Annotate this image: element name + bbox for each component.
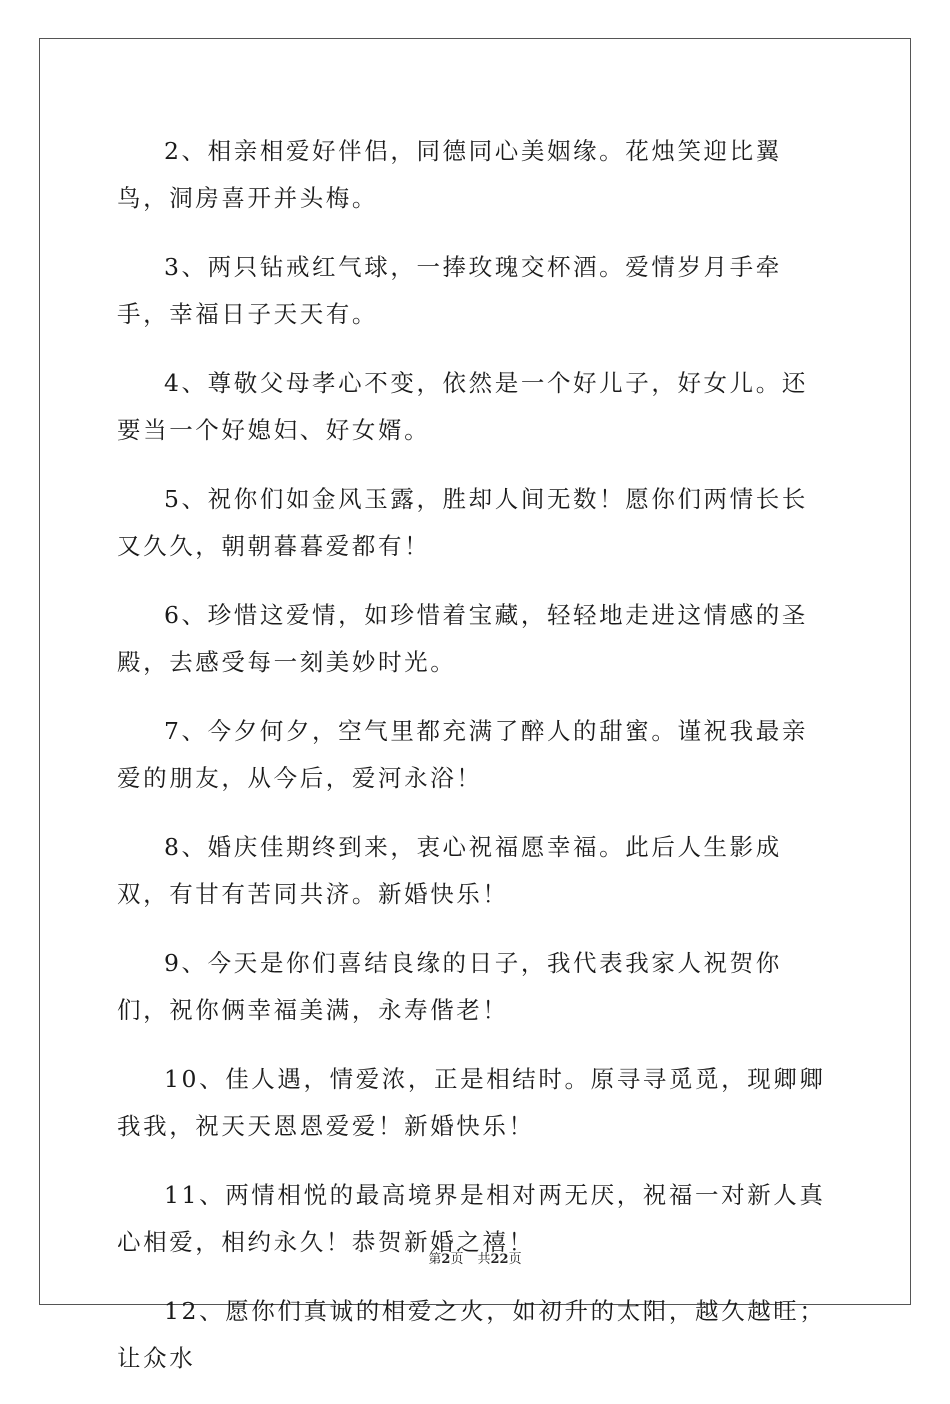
paragraph-7: 7、今夕何夕，空气里都充满了醉人的甜蜜。谨祝我最亲爱的朋友，从今后，爱河永浴！ — [117, 717, 808, 792]
total-pages: 22 — [490, 1252, 509, 1267]
paragraph-6: 6、珍惜这爱情，如珍惜着宝藏，轻轻地走进这情感的圣殿，去感受每一刻美妙时光。 — [117, 601, 808, 676]
paragraph-4: 4、尊敬父母孝心不变，依然是一个好儿子，好女儿。还要当一个好媳妇、好女婿。 — [117, 369, 808, 444]
paragraph-11: 11、两情相悦的最高境界是相对两无厌，祝福一对新人真心相爱，相约永久！恭贺新婚之禧！ — [117, 1181, 826, 1256]
total-prefix: 共 — [477, 1252, 491, 1267]
paragraph-5: 5、祝你们如金风玉露，胜却人间无数！愿你们两情长长又久久，朝朝暮暮爱都有！ — [117, 485, 808, 560]
paragraph-8: 8、婚庆佳期终到来，衷心祝福愿幸福。此后人生影成双，有甘有苦同共济。新婚快乐！ — [117, 833, 782, 908]
page-prefix: 第 — [428, 1252, 442, 1267]
total-suffix: 页 — [508, 1252, 522, 1267]
page-footer — [0, 1248, 950, 1267]
paragraph-10: 10、佳人遇，情爱浓，正是相结时。原寻寻觅觅，现卿卿我我，祝天天恩恩爱爱！新婚快乐！ — [117, 1065, 826, 1140]
paragraph-3: 3、两只钻戒红气球，一捧玫瑰交杯酒。爱情岁月手牵手，幸福日子天天有。 — [117, 253, 782, 328]
page-number: 2 — [441, 1252, 451, 1267]
paragraph-9: 9、今天是你们喜结良缘的日子，我代表我家人祝贺你们，祝你俩幸福美满，永寿偕老！ — [117, 949, 782, 1024]
paragraph-2: 2、相亲相爱好伴侣，同德同心美姻缘。花烛笑迎比翼鸟，洞房喜开并头梅。 — [117, 137, 782, 212]
page-suffix: 页 — [450, 1252, 464, 1267]
document-body — [117, 128, 833, 1404]
paragraph-12: 12、愿你们真诚的相爱之火，如初升的太阳，越久越旺；让众水 — [117, 1297, 826, 1372]
